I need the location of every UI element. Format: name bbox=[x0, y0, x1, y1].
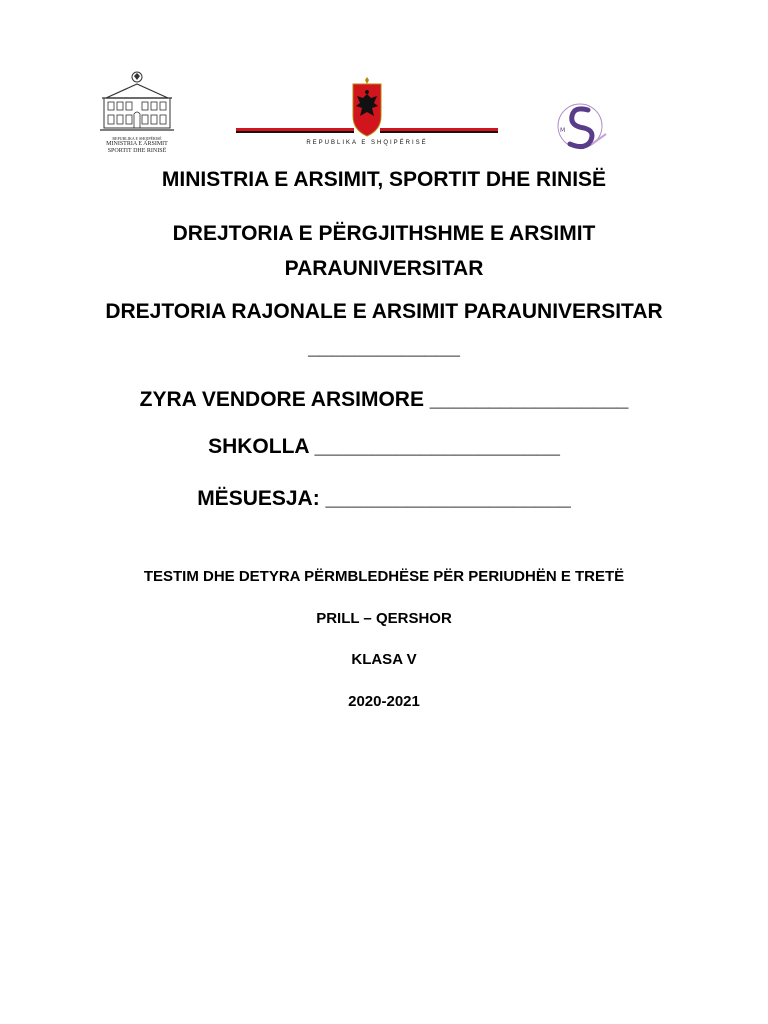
republic-caption: REPUBLIKA E SHQIPËRISË bbox=[306, 140, 428, 146]
teacher-field: MËSUESJA: _____________________ bbox=[197, 487, 571, 510]
document-header bbox=[0, 60, 768, 160]
ministry-logo bbox=[96, 68, 178, 158]
school-field: SHKOLLA _____________________ bbox=[208, 435, 560, 458]
directorate-general-line2: PARAUNIVERSITAR bbox=[284, 257, 484, 280]
ministry-building-icon bbox=[96, 68, 178, 134]
regional-directorate-title: DREJTORIA RAJONALE E ARSIMIT PARAUNIVERSITAR bbox=[105, 300, 663, 323]
period-label: PRILL – QERSHOR bbox=[316, 610, 452, 627]
school-logo bbox=[552, 100, 612, 152]
ministry-logo-line3: SPORTIT DHE RINISË bbox=[107, 147, 167, 154]
svg-text:M: M bbox=[560, 127, 566, 134]
albanian-eagle-icon bbox=[232, 76, 502, 138]
test-title: TESTIM DHE DETYRA PËRMBLEDHËSE PËR PERIUDHËN E TRETË bbox=[143, 568, 625, 585]
class-label: KLASA V bbox=[351, 651, 417, 668]
ministry-title: MINISTRIA E ARSIMIT, SPORTIT DHE RINISË bbox=[161, 168, 607, 191]
directorate-general-title bbox=[0, 216, 768, 286]
ministry-logo-line2: MINISTRIA E ARSIMIT bbox=[106, 141, 168, 147]
regional-directorate-blank: _____________ bbox=[308, 336, 460, 359]
school-year-label: 2020-2021 bbox=[348, 693, 420, 710]
local-office-field: ZYRA VENDORE ARSIMORE _________________ bbox=[139, 388, 629, 411]
republic-emblem bbox=[232, 76, 502, 156]
ministry-logo-caption bbox=[96, 136, 178, 154]
ministry-logo-line1: REPUBLIKA E SHQIPËRISË bbox=[112, 136, 162, 141]
school-emblem-icon bbox=[552, 100, 612, 152]
directorate-general-line1: DREJTORIA E PËRGJITHSHME E ARSIMIT bbox=[172, 222, 596, 245]
